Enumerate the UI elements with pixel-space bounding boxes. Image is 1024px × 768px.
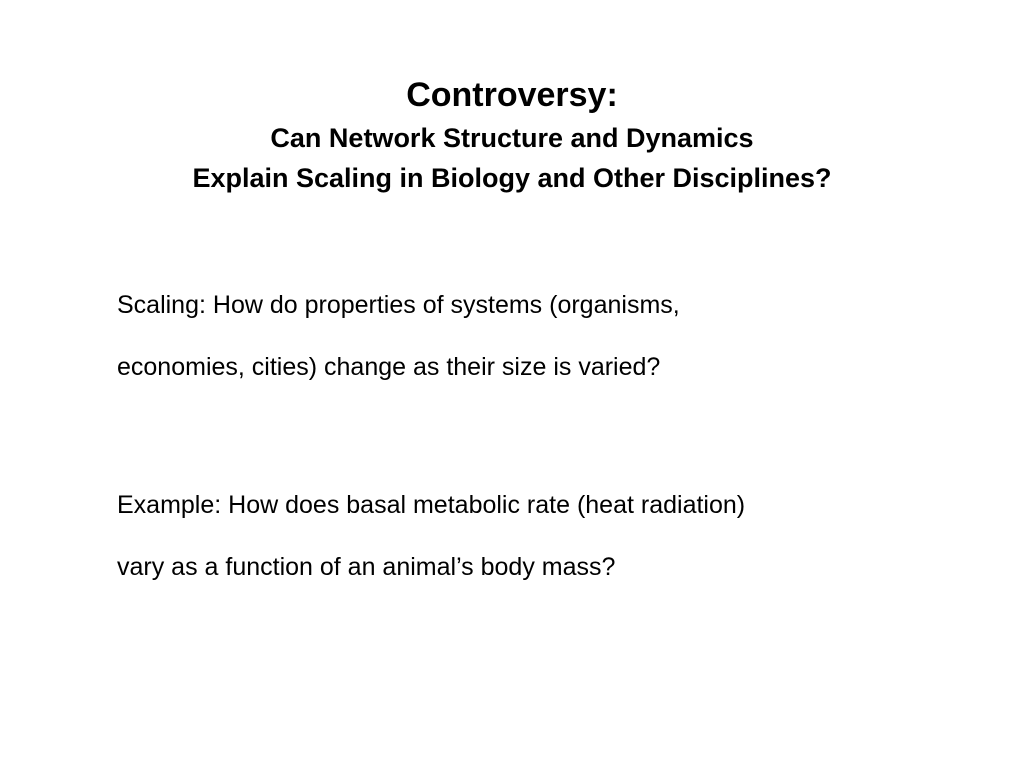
example-line-1: Example: How does basal metabolic rate (heat radiation) <box>117 491 746 519</box>
slide-subtitle-line-1: Can Network Structure and Dynamics <box>270 123 754 153</box>
scaling-definition-line-1: Scaling: How do properties of systems (organisms, <box>117 291 680 319</box>
scaling-definition-line-2: economies, cities) change as their size is varied? <box>117 353 661 381</box>
slide-title-block <box>0 72 1024 198</box>
slide-subtitle-line-2: Explain Scaling in Biology and Other Disciplines? <box>192 163 832 193</box>
example-line-2: vary as a function of an animal’s body mass? <box>117 553 616 581</box>
slide-title: Controversy: <box>406 76 618 114</box>
